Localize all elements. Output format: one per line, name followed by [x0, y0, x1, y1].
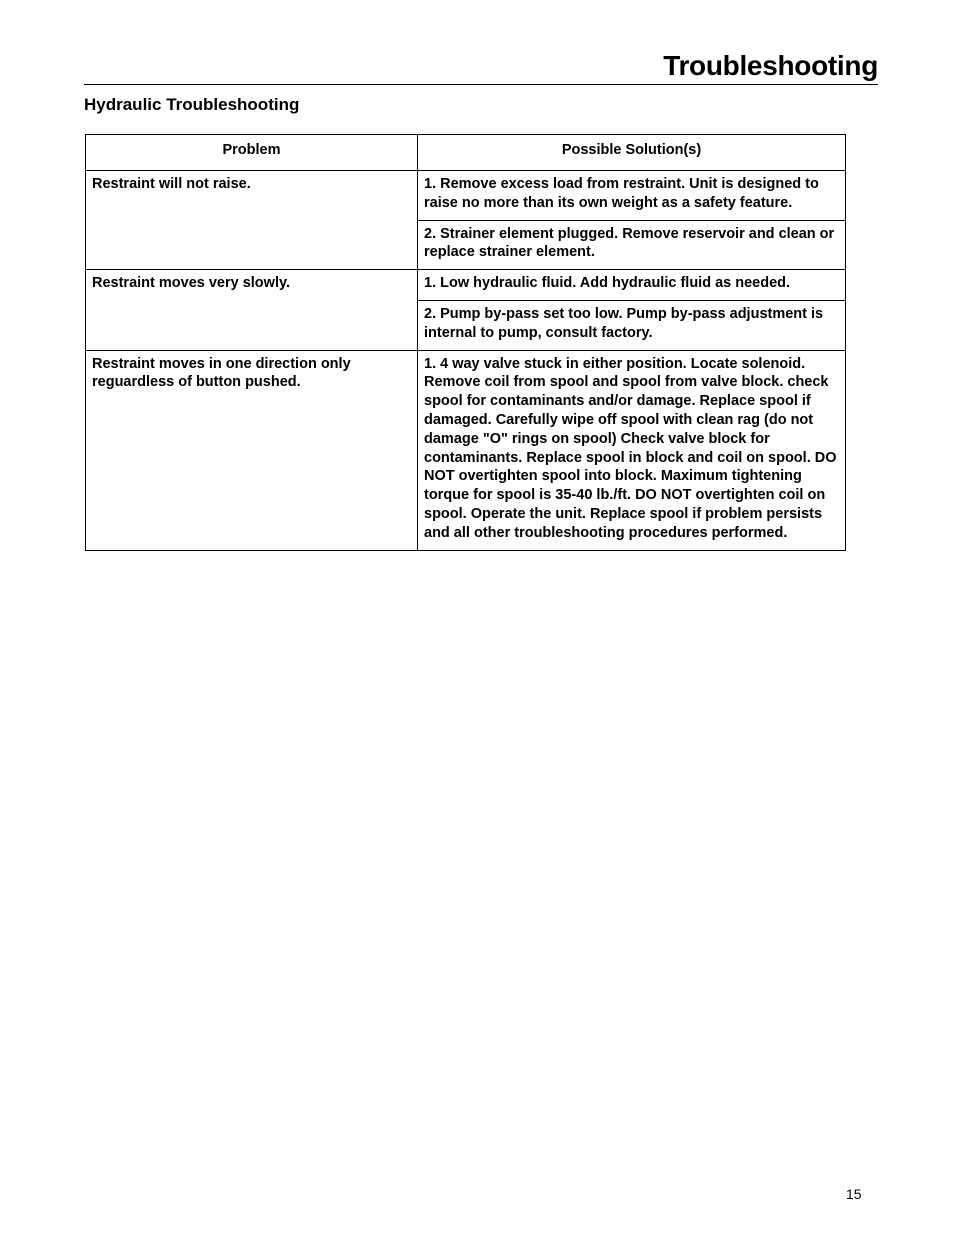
- solution-cell: 1. Remove excess load from restraint. Unit is designed to raise no more than its own weight as a safety feature.: [418, 171, 846, 221]
- troubleshooting-table: [85, 134, 846, 551]
- page-header: [84, 50, 878, 85]
- solution-cell: 1. 4 way valve stuck in either position. Locate solenoid. Remove coil from spool and spool from valve block. check spool for contaminants and/or damage. Replace spool if damaged. Carefully wipe off spool with clean rag (do not damage "O" rings on spool) Check valve block for contaminants. Replace spool in block and coil on spool. DO NOT overtighten spool into block. Maximum tightening torque for spool is 35-40 lb./ft. DO NOT overtighten coil on spool. Operate the unit. Replace spool if problem persists and all other troubleshooting procedures performed.: [418, 350, 846, 550]
- table-row: [86, 171, 846, 221]
- header-problem: Problem: [86, 135, 418, 171]
- solution-cell: 2. Strainer element plugged. Remove reservoir and clean or replace strainer element.: [418, 220, 846, 270]
- section-heading: Hydraulic Troubleshooting: [84, 95, 300, 114]
- solution-cell: 2. Pump by-pass set too low. Pump by-pass adjustment is internal to pump, consult factory.: [418, 300, 846, 350]
- table-row: [86, 350, 846, 550]
- header-solutions: Possible Solution(s): [418, 135, 846, 171]
- table-row: [86, 270, 846, 301]
- solution-cell: 1. Low hydraulic fluid. Add hydraulic fluid as needed.: [418, 270, 846, 301]
- page-number: 15: [846, 1186, 862, 1202]
- page-title: Troubleshooting: [663, 50, 878, 81]
- problem-cell: Restraint will not raise.: [86, 171, 418, 270]
- problem-cell: Restraint moves in one direction only reguardless of button pushed.: [86, 350, 418, 550]
- problem-cell: Restraint moves very slowly.: [86, 270, 418, 350]
- table-header-row: [86, 135, 846, 171]
